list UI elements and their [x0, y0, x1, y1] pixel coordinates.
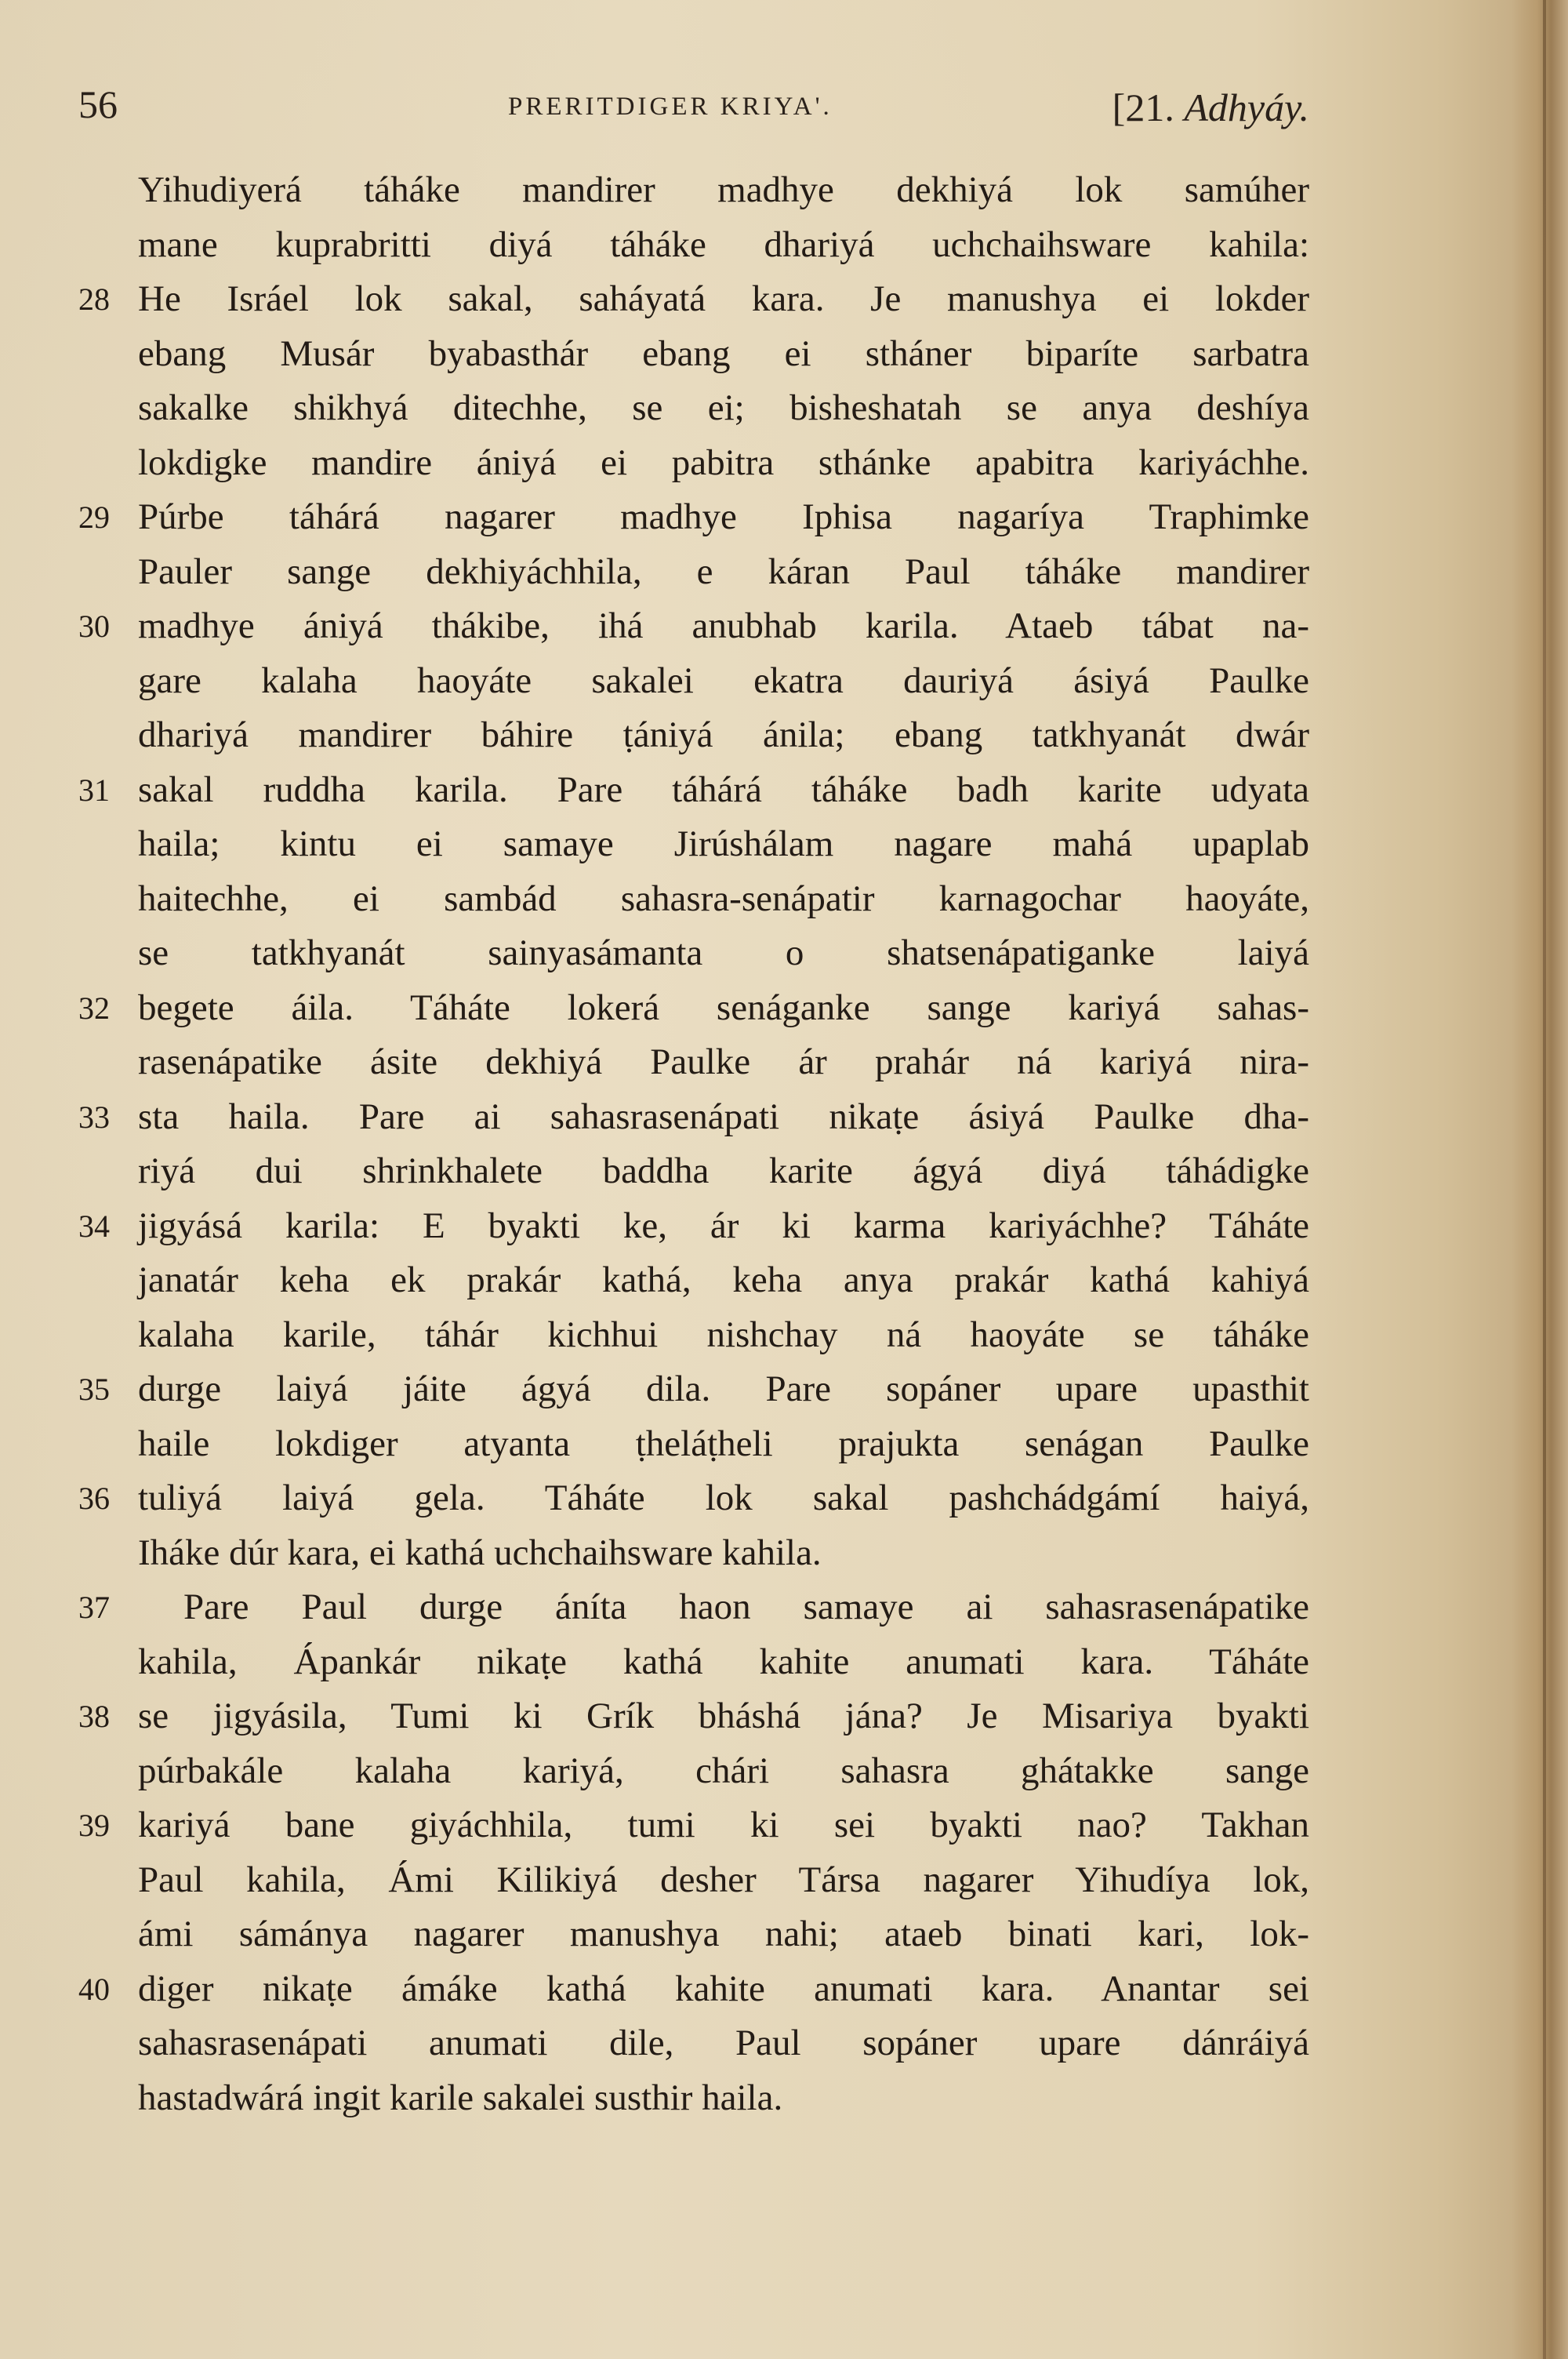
line-text: Pare Paul durge áníta haon samaye ai sahasrasenápatike — [183, 1587, 1309, 1627]
line-text: mane kuprabritti diyá táháke dhariyá uchchaihsware kahila: — [138, 224, 1309, 265]
text-line — [78, 763, 1309, 818]
line-text: madhye ániyá thákibe, ihá anubhab karila. Ataeb tábat na- — [138, 605, 1309, 646]
line-text: begete áila. Táháte lokerá senáganke sange kariyá sahas- — [138, 987, 1309, 1028]
verse-number: 39 — [78, 1808, 110, 1843]
line-text: janatár keha ek prakár kathá, keha anya prakár kathá kahiyá — [138, 1259, 1309, 1300]
text-line — [78, 981, 1309, 1036]
text-line — [78, 1798, 1309, 1853]
line-text: diger nikaṭe ámáke kathá kahite anumati kara. Anantar sei — [138, 1968, 1309, 2009]
line-text: He Isráel lok sakal, saháyatá kara. Je manushya ei lokder — [138, 278, 1309, 319]
line-text: rasenápatike ásite dekhiyá Paulke ár prahár ná kariyá nira- — [138, 1041, 1309, 1082]
text-line — [78, 163, 1309, 218]
line-text: ámi sámánya nagarer manushya nahi; ataeb binati kari, lok- — [138, 1914, 1309, 1954]
text-line — [78, 1853, 1309, 1908]
text-line — [78, 1471, 1309, 1526]
verse-number: 38 — [78, 1699, 110, 1734]
text-line — [78, 708, 1309, 763]
text-line — [78, 327, 1309, 382]
line-text: Yihudiyerá táháke mandirer madhye dekhiyá lok samúher — [138, 169, 1309, 210]
section-italic: Adhyáy. — [1184, 85, 1309, 129]
line-text: kariyá bane giyáchhila, tumi ki sei byakti nao? Takhan — [138, 1805, 1309, 1845]
text-line — [78, 1962, 1309, 2017]
text-line — [78, 490, 1309, 545]
line-text: púrbakále kalaha kariyá, chári sahasra ghátakke sange — [138, 1750, 1309, 1791]
section-prefix: [21. — [1112, 85, 1185, 129]
line-text: riyá dui shrinkhalete baddha karite ágyá diyá táhádigke — [138, 1150, 1309, 1191]
line-text: haile lokdiger atyanta ṭheláṭheli prajukta senágan Paulke — [138, 1423, 1309, 1464]
line-text: Paul kahila, Ámi Kilikiyá desher Társa nagarer Yihudíya lok, — [138, 1859, 1309, 1900]
text-line — [78, 1526, 1309, 1581]
line-text: sta haila. Pare ai sahasrasenápati nikaṭe ásiyá Paulke dha- — [138, 1096, 1309, 1137]
verse-number: 35 — [78, 1372, 110, 1407]
page-number: 56 — [78, 82, 118, 126]
text-line — [78, 1580, 1309, 1635]
text-line — [78, 381, 1309, 436]
line-text: se jigyásila, Tumi ki Grík bháshá jána? Je Misariya byakti — [138, 1696, 1309, 1736]
line-text: durge laiyá jáite ágyá dila. Pare sopáner upare upasthit — [138, 1369, 1309, 1409]
line-text: ebang Musár byabasthár ebang ei stháner biparíte sarbatra — [138, 333, 1309, 374]
text-line — [78, 599, 1309, 654]
line-text: tuliyá laiyá gela. Táháte lok sakal pashchádgámí haiyá, — [138, 1478, 1309, 1518]
text-line — [78, 1035, 1309, 1090]
line-text: lokdigke mandire ániyá ei pabitra sthánke apabitra kariyáchhe. — [138, 442, 1309, 483]
text-line — [78, 1090, 1309, 1145]
text-line — [78, 1362, 1309, 1417]
text-line — [78, 926, 1309, 981]
verse-number: 37 — [78, 1590, 110, 1625]
text-line — [78, 436, 1309, 491]
verse-number: 30 — [78, 609, 110, 644]
book-spine-shadow — [1512, 0, 1568, 2359]
verse-number: 36 — [78, 1481, 110, 1516]
text-line — [78, 1635, 1309, 1690]
text-line — [78, 1689, 1309, 1744]
line-text: Púrbe táhárá nagarer madhye Iphisa nagaríya Traphimke — [138, 496, 1309, 537]
line-text: Pauler sange dekhiyáchhila, e káran Paul táháke mandirer — [138, 551, 1309, 592]
text-line — [78, 872, 1309, 927]
text-line — [78, 218, 1309, 273]
text-line — [78, 1308, 1309, 1363]
text-line — [78, 2016, 1309, 2071]
text-line — [78, 1744, 1309, 1799]
line-text: haitechhe, ei sambád sahasra-senápatir karnagochar haoyáte, — [138, 878, 1309, 919]
verse-number: 33 — [78, 1099, 110, 1135]
verse-number: 28 — [78, 282, 110, 317]
line-text: jigyásá karila: E byakti ke, ár ki karma kariyáchhe? Táháte — [138, 1205, 1309, 1246]
running-head: PRERITDIGER KRIYA'. — [508, 93, 833, 121]
text-line — [78, 272, 1309, 327]
verse-number: 34 — [78, 1208, 110, 1244]
line-text: kalaha karile, táhár kichhui nishchay ná haoyáte se táháke — [138, 1314, 1309, 1355]
text-line — [78, 1199, 1309, 1254]
text-line — [78, 1144, 1309, 1199]
line-text: Iháke dúr kara, ei kathá uchchaihsware kahila. — [138, 1532, 822, 1573]
verse-number: 32 — [78, 990, 110, 1026]
line-text: kahila, Ápankár nikaṭe kathá kahite anumati kara. Táháte — [138, 1641, 1309, 1682]
verse-number: 29 — [78, 500, 110, 535]
text-line — [78, 817, 1309, 872]
line-text: sakalke shikhyá ditechhe, se ei; bisheshatah se anya deshíya — [138, 387, 1309, 428]
text-line — [78, 1907, 1309, 1962]
line-text: sahasrasenápati anumati dile, Paul sopáner upare dánráiyá — [138, 2023, 1309, 2063]
line-text: hastadwárá ingit karile sakalei susthir haila. — [138, 2077, 783, 2118]
line-text: haila; kintu ei samaye Jirúshálam nagare mahá upaplab — [138, 823, 1309, 864]
text-line — [78, 1253, 1309, 1308]
verse-number: 40 — [78, 1971, 110, 2007]
body-text — [78, 163, 1309, 2125]
line-text: dhariyá mandirer báhire ṭániyá ánila; ebang tatkhyanát dwár — [138, 714, 1309, 755]
text-line — [78, 545, 1309, 600]
page-edge-line — [1543, 0, 1546, 2359]
page-header — [78, 75, 1309, 138]
line-text: sakal ruddha karila. Pare táhárá táháke badh karite udyata — [138, 769, 1309, 810]
section-reference — [1112, 85, 1309, 130]
line-text: se tatkhyanát sainyasámanta o shatsenápatiganke laiyá — [138, 932, 1309, 973]
text-line — [78, 1417, 1309, 1472]
line-text: gare kalaha haoyáte sakalei ekatra dauriyá ásiyá Paulke — [138, 660, 1309, 701]
text-line — [78, 654, 1309, 709]
text-line — [78, 2071, 1309, 2126]
verse-number: 31 — [78, 772, 110, 808]
